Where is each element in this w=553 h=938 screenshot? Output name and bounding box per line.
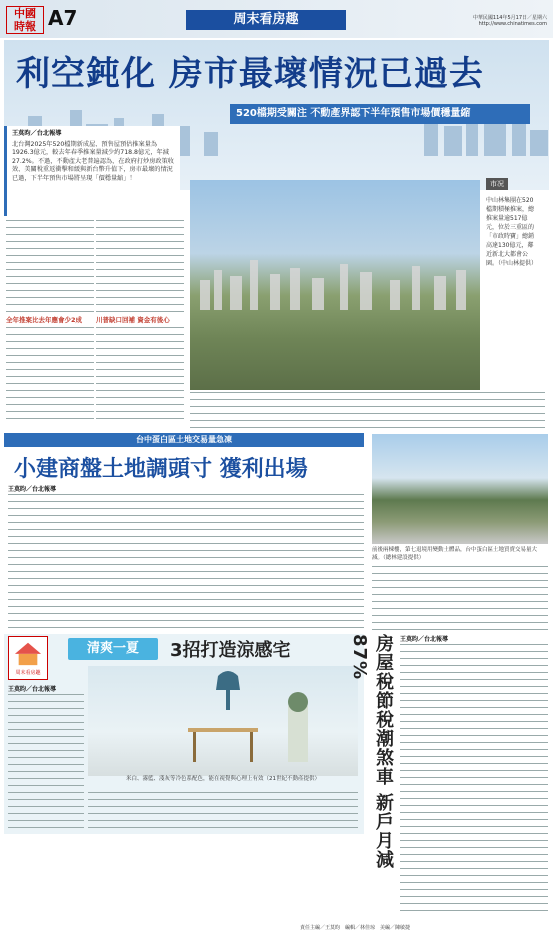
main-headline: 利空鈍化 房市最壞情況已過去	[16, 54, 484, 94]
story2-body-right	[372, 566, 548, 632]
story3-headline: 3招打造涼感宅	[170, 640, 291, 661]
story3-body-left	[8, 694, 84, 830]
story1-column-2	[96, 220, 184, 425]
subhead-b: 川普缺口回補 資金有後心	[96, 316, 170, 324]
story4-body	[400, 644, 548, 914]
website-link[interactable]: http://www.chinatimes.com	[478, 21, 547, 27]
subhead-a: 全年推案比去年應會少2成	[6, 316, 83, 324]
page-number: A7	[48, 6, 78, 30]
logo-line1: 中國	[14, 7, 36, 20]
story2-byline: 王莫昀／台北報導	[8, 486, 57, 493]
footer-credits: 責任主編／王莫昀 編輯／林佳琼 美編／陳敏捷	[300, 925, 411, 931]
logo-line2: 時報	[14, 20, 36, 33]
room-photo	[88, 666, 358, 776]
photo-badge: 市况	[486, 178, 508, 190]
newspaper-logo	[6, 6, 44, 34]
story4-byline: 王莫昀／台北報導	[400, 636, 449, 643]
issue-date: 中華民國114年5月17日／星期六	[472, 15, 547, 21]
photo-caption-3: 米白、霧藍、淺灰等冷色系配色，能在視覺與心理上有效（21世紀不動產提供）	[125, 776, 320, 782]
photo-caption-1: 中山林集團在520檔期積極推案，總推案量逾517億元，位於三重區的「市政時寶」總銷高達130億元，鄰近新北大都會公園。（中山林提供）	[486, 197, 538, 267]
city-buildings-illustration	[190, 250, 480, 310]
story2-body	[8, 494, 364, 629]
lead-paragraph	[12, 130, 178, 183]
story2-headline: 小建商盤土地調頭寸 獲利出場	[14, 457, 308, 482]
photo-caption-2: 前後兩棟樓，第七退境用變動土體品，台中蛋白區土地買賣交易量大減。（總林建設提供）	[372, 547, 538, 561]
land-photo	[372, 434, 548, 544]
story3-body-right	[88, 792, 358, 832]
story2-bar: 台中蛋白區土地交易量急凍	[4, 433, 364, 447]
section-title: 周末看房趣	[186, 10, 346, 30]
main-subheadline: 520檔期受關注 不動產界認下半年預售市場價穩量縮	[230, 104, 530, 124]
byline: 王莫昀／台北報導	[12, 130, 62, 137]
house-badge-icon	[8, 636, 48, 680]
story1-column-3	[190, 392, 545, 428]
lead-text: 北台灣2025年520檔期新成屋、預售屋預估推案量為1926.3億元，較去年春季推案量減少約718.8億元，年減27.2%。不過，不動產大老普遍認為，在政府打炒房政策收效、美關稅重返衝擊和緩與新台幣升值下，房市最壞的情況已過，下半年預售市場將呈現「價穩量縮」！	[12, 140, 174, 182]
story4-vertical-headline: 房屋稅節稅潮煞車 新戶月減87%	[349, 634, 394, 870]
story3-byline: 王莫昀／台北報導	[8, 686, 57, 693]
header-meta	[473, 14, 547, 27]
clear-summer-label: 清爽一夏	[68, 638, 158, 660]
story1-column-1	[6, 220, 94, 425]
badge-label: 周末看房趣	[15, 670, 41, 676]
